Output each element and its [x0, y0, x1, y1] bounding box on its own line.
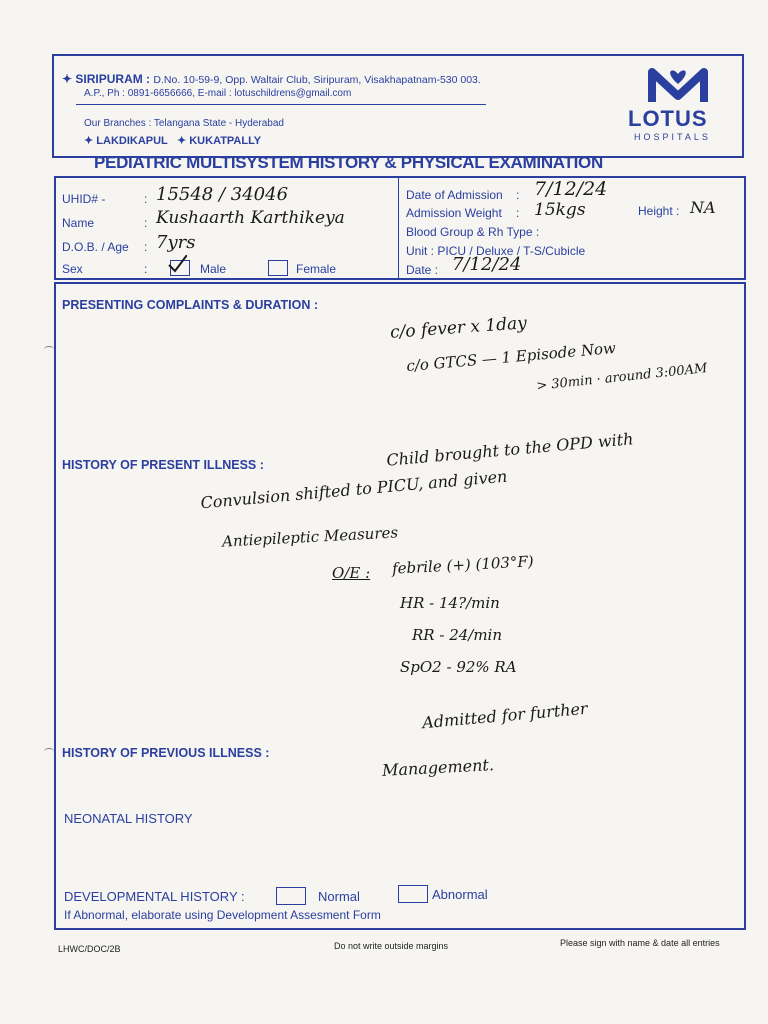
dob-value[interactable]: 7yrs [156, 232, 196, 253]
uhid-value[interactable]: 15548 / 34046 [156, 184, 289, 205]
female-label: Female [296, 262, 337, 276]
neonatal-heading: NEONATAL HISTORY [64, 811, 193, 826]
patient-info-box: UHID# - : 15548 / 34046 Name : Kushaarth Karthikeya D.O.B. / Age : 7yrs Sex : Male Female Date of Admission : 7/12/24 Admission Weight : 15kgs Height : NA Blood Group & Rh Type : Unit : PICU / Deluxe / T-S/Cubicle Date : 7/12/24 [54, 176, 746, 280]
hpi-line-3[interactable]: Antiepileptic Measures [221, 523, 399, 551]
vital-rr[interactable]: RR - 24/min [412, 626, 503, 644]
divider [76, 104, 486, 105]
abnormal-label: Abnormal [432, 887, 488, 902]
branch-list: ✦ LAKDIKAPUL ✦ KUKATPALLY [84, 135, 262, 147]
lotus-logo: LOTUS HOSPITALS [622, 62, 734, 148]
height-value[interactable]: NA [690, 198, 716, 217]
complaint-line-3[interactable]: > 30min · around 3:00AM [535, 361, 709, 394]
male-label: Male [200, 262, 227, 276]
normal-label: Normal [318, 889, 360, 904]
form-title: PEDIATRIC MULTISYSTEM HISTORY & PHYSICAL EXAMINATION [94, 153, 603, 172]
date-value[interactable]: 7/12/24 [452, 254, 522, 275]
punch-hole-mark [44, 346, 54, 353]
normal-checkbox[interactable] [276, 887, 306, 905]
header-box [52, 54, 744, 158]
dob-label: D.O.B. / Age [62, 240, 129, 254]
abnormal-note: If Abnormal, elaborate using Development Assesment Form [64, 908, 381, 922]
address-block: ✦ SIRIPURAM : D.No. 10-59-9, Opp. Waltair Club, Siripuram, Visakhapatnam-530 003. [62, 72, 481, 86]
hpi-line-2[interactable]: Convulsion shifted to PICU, and given [199, 466, 509, 513]
female-checkbox[interactable] [268, 260, 288, 276]
vital-spo2[interactable]: SpO2 - 92% RA [400, 658, 517, 676]
unit-options[interactable]: PICU / Deluxe / T-S/Cubicle [437, 244, 586, 258]
address-line-2: A.P., Ph : 0891-6656666, E-mail : lotuschildrens@gmail.com [84, 88, 352, 99]
complaints-heading: PRESENTING COMPLAINTS & DURATION : [62, 298, 319, 312]
plan-line-1[interactable]: Admitted for further [421, 698, 589, 733]
name-value[interactable]: Kushaarth Karthikeya [156, 208, 345, 228]
sign-note: Please sign with name & date all entries [560, 938, 720, 948]
uhid-label: UHID# - [62, 192, 106, 206]
male-checkbox[interactable] [170, 260, 190, 276]
name-label: Name [62, 216, 95, 230]
vital-febrile[interactable]: febrile (+) (103°F) [391, 552, 535, 578]
blood-group-label: Blood Group & Rh Type : [406, 225, 540, 239]
check-mark-icon [167, 255, 187, 273]
height-label: Height : [638, 204, 680, 218]
lotus-icon [622, 62, 734, 108]
previous-illness-heading: HISTORY OF PREVIOUS ILLNESS : [62, 746, 270, 760]
branches-label: Our Branches : Telangana State - Hyderabad [84, 118, 284, 129]
sex-label: Sex [62, 262, 83, 276]
doa-label: Date of Admission [406, 188, 503, 202]
weight-value[interactable]: 15kgs [534, 200, 586, 220]
punch-hole-mark [44, 748, 54, 755]
developmental-heading: DEVELOPMENTAL HISTORY : [64, 889, 245, 904]
form-code: LHWC/DOC/2B [58, 944, 121, 954]
complaint-line-2[interactable]: c/o GTCS — 1 Episode Now [405, 338, 617, 376]
plan-line-2[interactable]: Management. [381, 755, 495, 780]
unit-label: Unit : PICU / Deluxe / T-S/Cubicle [406, 244, 586, 258]
complaint-line-1[interactable]: c/o fever x 1day [389, 313, 528, 343]
margin-note: Do not write outside margins [334, 941, 449, 951]
divider [398, 178, 399, 278]
abnormal-checkbox[interactable] [398, 885, 428, 903]
hpi-line-1[interactable]: Child brought to the OPD with [385, 429, 635, 470]
vital-hr[interactable]: HR - 14?/min [400, 594, 500, 612]
clinical-notes-box [54, 282, 746, 930]
date-label: Date : [406, 263, 439, 277]
weight-label: Admission Weight [406, 206, 502, 220]
present-illness-heading: HISTORY OF PRESENT ILLNESS : [62, 458, 264, 472]
oe-label[interactable]: O/E : [332, 564, 371, 582]
doa-value[interactable]: 7/12/24 [534, 178, 608, 200]
